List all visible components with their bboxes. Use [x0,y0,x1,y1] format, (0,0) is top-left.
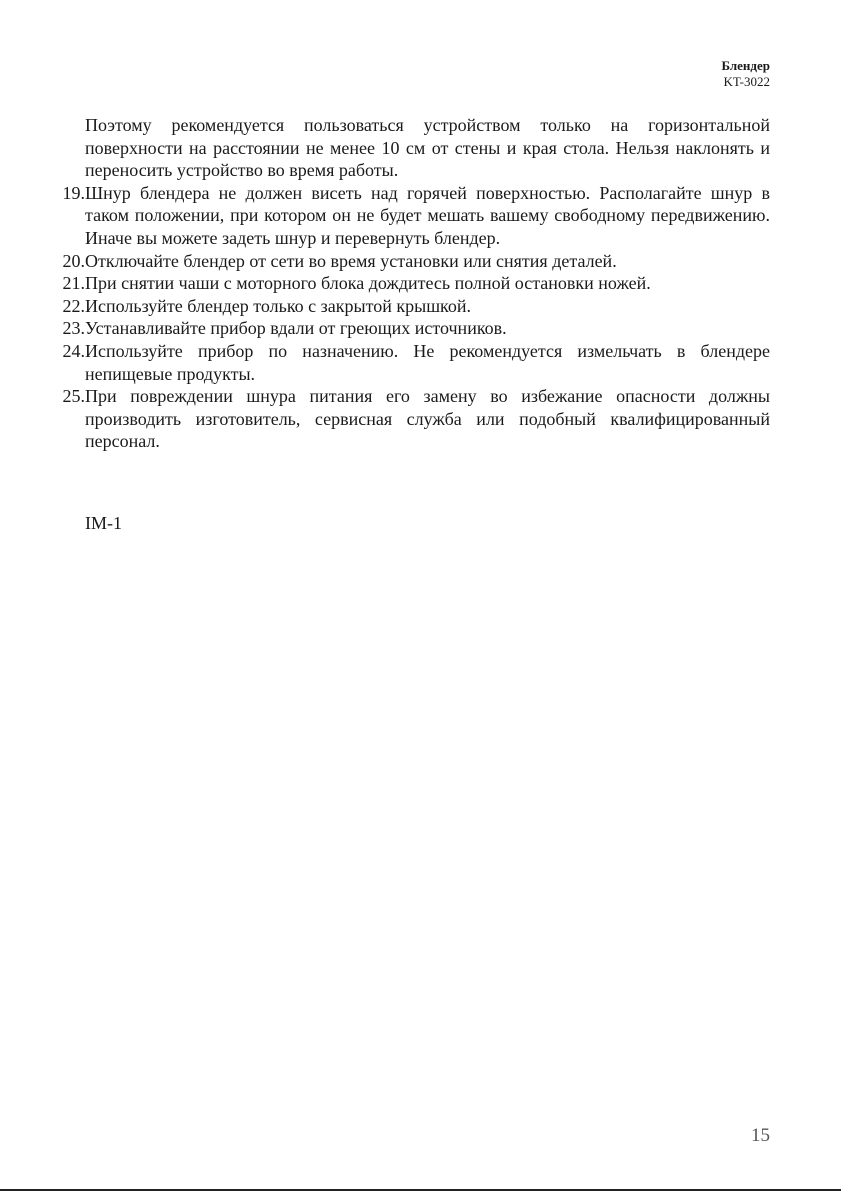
intro-indent [48,114,85,182]
list-item [48,295,770,318]
list-item-text: Устанавливайте прибор вдали от греющих источников. [85,318,507,339]
header-product-title: Блендер [721,58,770,73]
intro-text: Поэтому рекомендуется пользоваться устройством только на горизонтальной поверхности на расстоянии не менее 10 см от стены и края стола. Нельзя наклонять и переносить устройство во время работы. [85,115,770,181]
list-item-number: 25. [62,386,85,407]
intro-paragraph [48,114,770,182]
list-item-text: Используйте блендер только с закрытой крышкой. [85,295,472,316]
document-code: IM-1 [85,513,122,533]
bottom-divider [0,1189,841,1191]
list-item [48,317,770,340]
list-item-number: 24. [62,340,85,361]
list-item-number: 19. [62,182,85,203]
list-item-number: 21. [62,273,85,294]
header-model-number: KT-3022 [723,74,770,89]
list-item-text: Шнур блендера не должен висеть над горячей поверхностью. Располагайте шнур в таком положении, при котором он не будет мешать вашему свободному передвижению. Иначе вы можете задеть шнур и перевернуть блендер. [85,182,770,248]
list-item-number: 23. [62,318,85,339]
list-item-text: При снятии чаши с моторного блока дождитесь полной остановки ножей. [85,273,651,294]
list-item [48,182,770,250]
list-item-text: Используйте прибор по назначению. Не рекомендуется измельчать в блендере непищевые продукты. [85,340,770,384]
list-item [48,385,770,453]
list-item-number: 22. [62,295,85,316]
page-number: 15 [751,1125,770,1146]
list-item-text: При повреждении шнура питания его замену во избежание опасности должны производить изготовитель, сервисная служба или подобный квалифицированный персонал. [85,386,770,452]
instructions-body [48,114,770,453]
list-item [48,340,770,385]
page-header [721,58,770,90]
list-item-number: 20. [62,250,85,271]
list-item-text: Отключайте блендер от сети во время установки или снятия деталей. [85,250,617,271]
list-item [48,272,770,295]
list-item [48,250,770,273]
